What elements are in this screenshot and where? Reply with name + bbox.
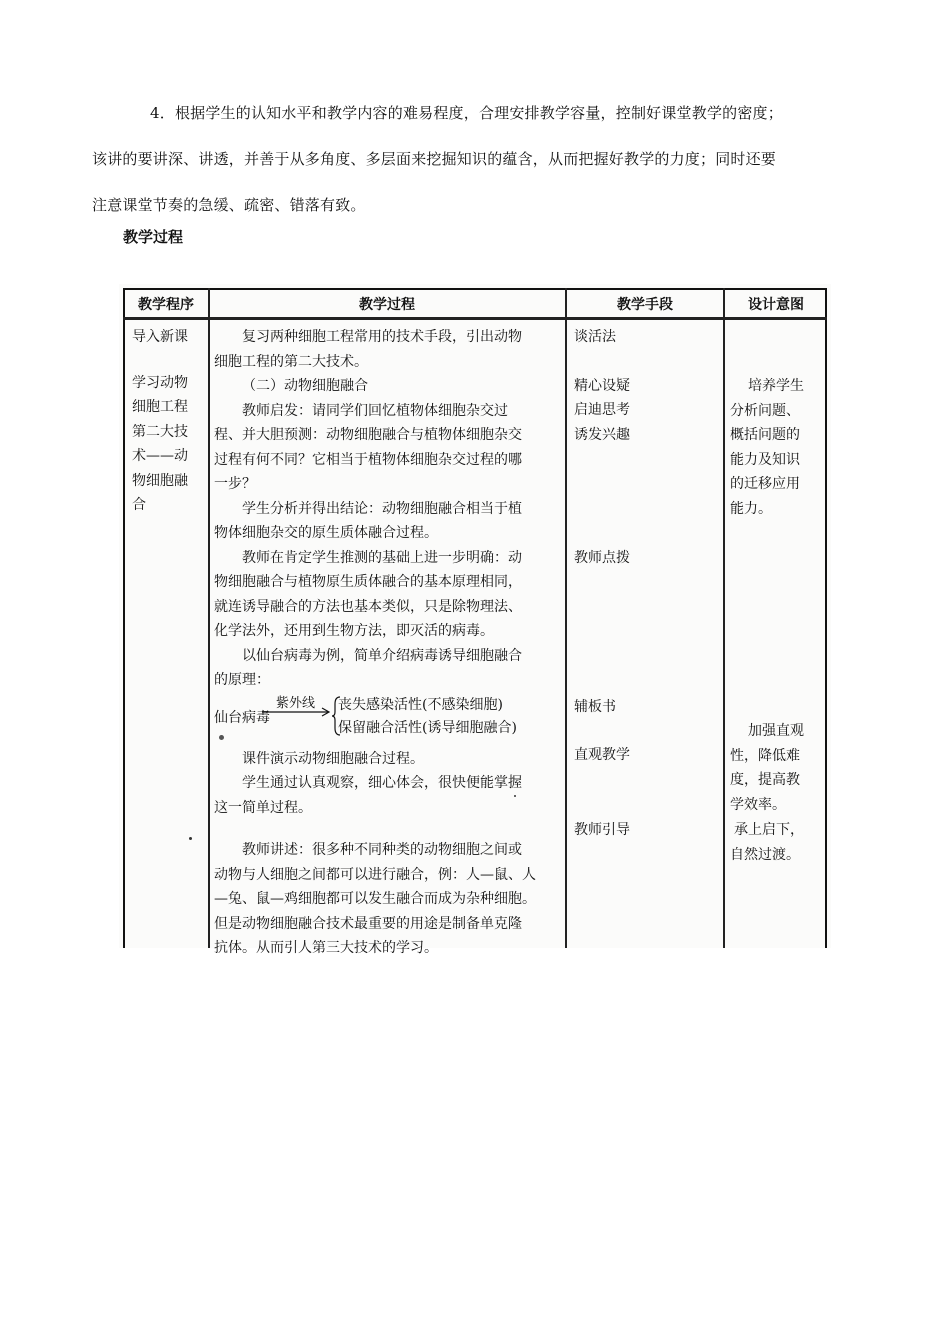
intent-line: 培养学生 bbox=[748, 378, 804, 394]
intent-line: 学效率。 bbox=[730, 796, 786, 813]
method-item: 教师引导 bbox=[574, 822, 630, 838]
intent-line: 分析问题、 bbox=[730, 402, 800, 419]
procedure-intro: 导入新课 bbox=[132, 329, 188, 345]
scan-speck bbox=[189, 837, 192, 840]
process-line: 但是动物细胞融合技术最重要的用途是制备单克隆 bbox=[214, 915, 522, 932]
procedure-topic-line: 物细胞融 bbox=[132, 472, 188, 489]
process-line: 就连诱导融合的方法也基本类似，只是除物理法、 bbox=[214, 598, 522, 615]
header-process: 教学过程 bbox=[359, 297, 415, 313]
sendai-virus-diagram bbox=[214, 695, 560, 745]
intent-line: 能力及知识 bbox=[730, 451, 800, 468]
process-line: 教师启发：请同学们回忆植物体细胞杂交过 bbox=[242, 402, 508, 419]
column-divider bbox=[565, 288, 567, 948]
diagram-source: 仙台病毒 bbox=[214, 709, 270, 726]
process-line: 以仙台病毒为例，简单介绍病毒诱导细胞融合 bbox=[242, 647, 522, 664]
diagram-arrow-label: 紫外线 bbox=[276, 695, 316, 711]
section-title: 教学过程 bbox=[123, 228, 184, 246]
header-divider bbox=[123, 319, 827, 320]
method-item: 诱发兴趣 bbox=[574, 427, 630, 443]
process-line: 过程有何不同？它相当于植物体细胞杂交过程的哪 bbox=[214, 451, 522, 468]
intent-line: 度，提高教 bbox=[730, 772, 800, 788]
process-line: 学生通过认真观察，细心体会，很快便能掌握 bbox=[242, 775, 522, 791]
method-item: 启迪思考 bbox=[574, 402, 630, 418]
intent-line: 自然过渡。 bbox=[730, 846, 800, 863]
process-line: 复习两种细胞工程常用的技术手段，引出动物 bbox=[242, 329, 522, 345]
intent-block bbox=[730, 818, 822, 867]
diagram-result-2: 保留融合活性(诱导细胞融合) bbox=[338, 719, 517, 736]
intent-block bbox=[730, 719, 822, 817]
process-line: 的原理： bbox=[214, 672, 270, 688]
intro-line-2: 该讲的要讲深、讲透，并善于从多角度、多层面来挖掘知识的蕴含，从而把握好教学的力度；同时还要 bbox=[92, 150, 777, 168]
intent-block bbox=[730, 374, 822, 521]
procedure-topic-line: 术——动 bbox=[132, 448, 188, 464]
column-divider bbox=[208, 288, 210, 948]
intent-line: 概括问题的 bbox=[730, 427, 800, 443]
procedure-topic-line: 第二大技 bbox=[132, 423, 188, 440]
scan-speck bbox=[514, 795, 516, 797]
intent-line: 能力。 bbox=[730, 500, 772, 517]
method-item: 辅板书 bbox=[574, 699, 616, 715]
intent-line: 的迁移应用 bbox=[730, 476, 800, 492]
arrow-icon bbox=[262, 706, 334, 718]
scan-speck bbox=[219, 735, 224, 740]
diagram-result-1: 丧失感染活性(不感染细胞) bbox=[338, 696, 503, 713]
intro-line-1: 4．根据学生的认知水平和教学内容的难易程度，合理安排教学容量，控制好课堂教学的密度； bbox=[150, 104, 783, 122]
process-line: 教师在肯定学生推测的基础上进一步明确：动 bbox=[242, 549, 522, 566]
process-line: 课件演示动物细胞融合过程。 bbox=[242, 750, 424, 767]
process-line: 这一简单过程。 bbox=[214, 799, 312, 816]
intent-line: 加强直观 bbox=[748, 723, 804, 739]
process-line: 学生分析并得出结论：动物细胞融合相当于植 bbox=[242, 500, 522, 517]
header-procedure: 教学程序 bbox=[138, 297, 194, 313]
process-line: 抗体。从而引人第三大技术的学习。 bbox=[214, 940, 438, 956]
process-line: 动物与人细胞之间都可以进行融合，例：人—鼠、人 bbox=[214, 866, 536, 883]
process-line: 物体细胞杂交的原生质体融合过程。 bbox=[214, 525, 438, 541]
method-item: 谈活法 bbox=[574, 329, 616, 345]
intent-line: 性，降低难 bbox=[730, 747, 800, 764]
intent-line: 承上启下， bbox=[734, 822, 804, 838]
intro-line-3: 注意课堂节奏的急缓、疏密、错落有致。 bbox=[92, 196, 366, 214]
procedure-topic-line: 学习动物 bbox=[132, 374, 188, 391]
header-method: 教学手段 bbox=[617, 297, 673, 313]
process-line: 程、并大胆预测：动物细胞融合与植物体细胞杂交 bbox=[214, 427, 522, 443]
column-divider bbox=[723, 288, 725, 948]
process-line: 教师讲述：很多种不同种类的动物细胞之间或 bbox=[242, 842, 522, 858]
procedure-topic-line: 合 bbox=[132, 497, 146, 513]
process-line: 化学法外，还用到生物方法，即灭活的病毒。 bbox=[214, 623, 494, 639]
process-subheading: （二）动物细胞融合 bbox=[242, 378, 368, 394]
method-item: 精心设疑 bbox=[574, 378, 630, 394]
procedure-topic-line: 细胞工程 bbox=[132, 399, 188, 415]
process-line: —兔、鼠—鸡细胞都可以发生融合而成为杂种细胞。 bbox=[214, 891, 536, 907]
process-line: 细胞工程的第二大技术。 bbox=[214, 353, 368, 370]
process-line: 物细胞融合与植物原生质体融合的基本原理相同， bbox=[214, 574, 522, 590]
method-item: 直观教学 bbox=[574, 747, 630, 763]
intro-paragraph bbox=[92, 90, 862, 228]
process-line: 一步？ bbox=[214, 476, 256, 492]
process-column bbox=[214, 325, 560, 961]
header-intent: 设计意图 bbox=[748, 297, 804, 313]
procedure-column bbox=[132, 325, 207, 518]
teaching-process-table bbox=[119, 284, 831, 956]
method-item: 教师点拨 bbox=[574, 550, 630, 566]
